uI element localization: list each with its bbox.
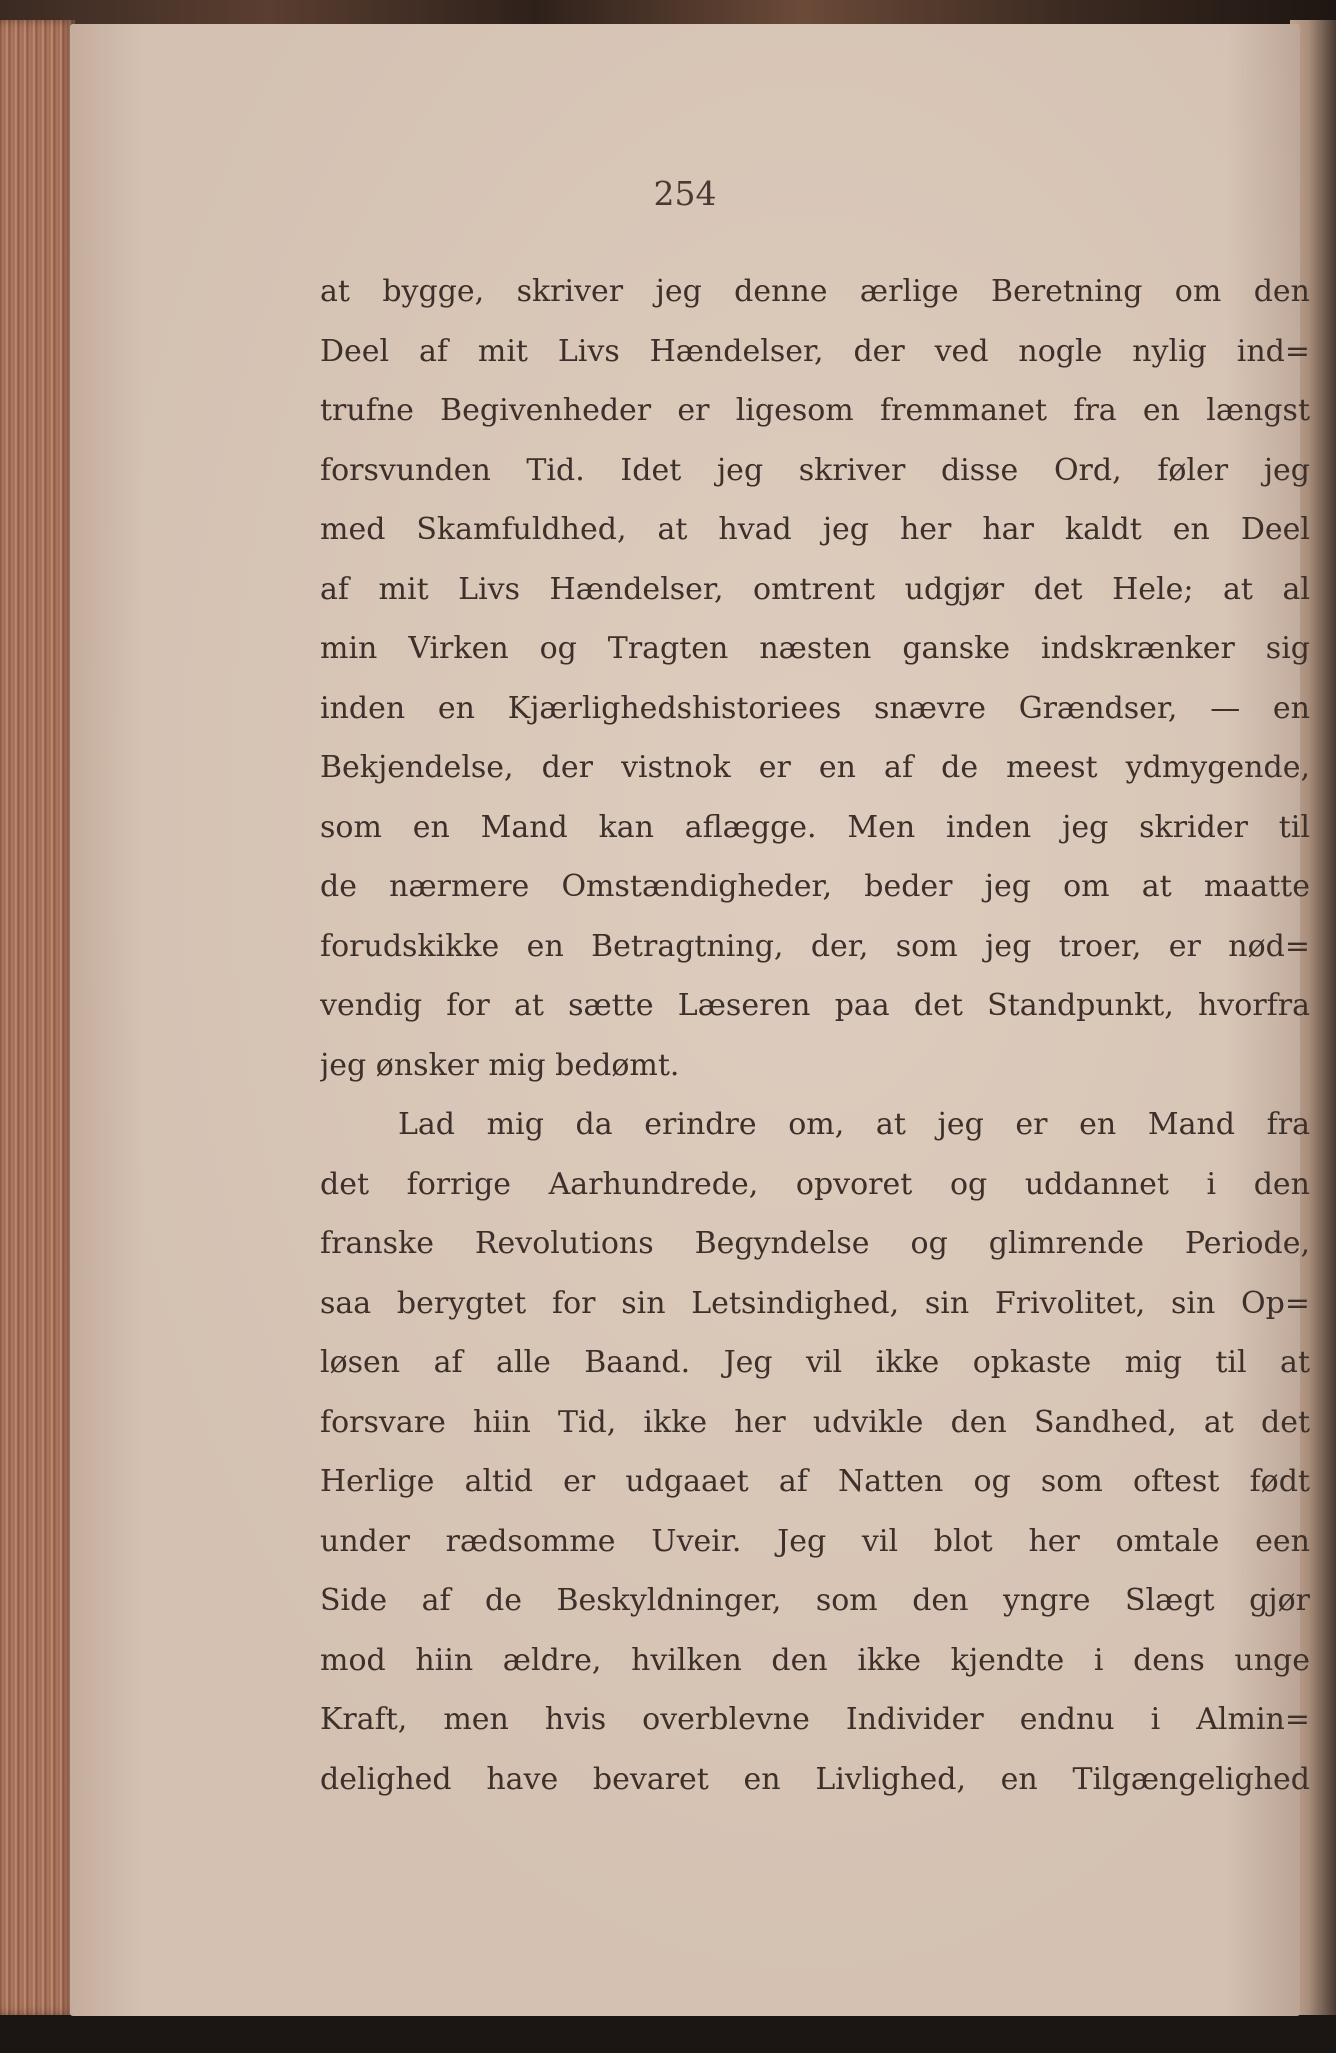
book-page	[70, 24, 1310, 2016]
text-line: Bekjendelse, der vistnok er en af de meest ydmygende,	[320, 750, 1310, 785]
text-line: mod hiin ældre, hvilken den ikke kjendte i dens unge	[320, 1642, 1310, 1678]
text-line: saa berygtet for sin Letsindighed, sin Frivolitet, sin Op=	[320, 1285, 1310, 1321]
body-text	[320, 262, 1310, 1809]
text-line: inden en Kjærlighedshistoriees snævre Grændser, — en	[320, 690, 1310, 726]
page-stack-left-edge	[0, 20, 75, 2015]
book-bottom-edge	[0, 2015, 1336, 2053]
text-line: under rædsomme Uveir. Jeg vil blot her omtale een	[320, 1523, 1310, 1559]
text-line: Deel af mit Livs Hændelser, der ved nogle nylig ind=	[320, 333, 1310, 369]
text-line: det forrige Aarhundrede, opvoret og uddannet i den	[320, 1166, 1310, 1202]
text-line: Kraft, men hvis overblevne Individer endnu i Almin=	[320, 1702, 1310, 1737]
text-line: Herlige altid er udgaaet af Natten og som oftest født	[320, 1464, 1310, 1499]
page-number: 254	[653, 174, 717, 213]
text-line: franske Revolutions Begyndelse og glimrende Periode,	[320, 1226, 1310, 1261]
text-line: at bygge, skriver jeg denne ærlige Beretning om den	[320, 274, 1310, 309]
text-line: forudskikke en Betragtning, der, som jeg troer, er nød=	[320, 928, 1310, 964]
text-line: forsvunden Tid. Idet jeg skriver disse Ord, føler jeg	[320, 452, 1310, 488]
text-line: løsen af alle Baand. Jeg vil ikke opkaste mig til at	[320, 1345, 1310, 1380]
text-line: Side af de Beskyldninger, som den yngre Slægt gjør	[320, 1583, 1310, 1618]
text-line: trufne Begivenheder er ligesom fremmanet fra en længst	[320, 393, 1310, 428]
text-line: vendig for at sætte Læseren paa det Standpunkt, hvorfra	[320, 988, 1310, 1023]
text-line: de nærmere Omstændigheder, beder jeg om at maatte	[320, 869, 1310, 904]
text-line: min Virken og Tragten næsten ganske indskrænker sig	[320, 631, 1310, 666]
text-line: af mit Livs Hændelser, omtrent udgjør det Hele; at al	[320, 571, 1310, 607]
text-line: forsvare hiin Tid, ikke her udvikle den Sandhed, at det	[320, 1404, 1310, 1440]
text-line-paragraph-start: Lad mig da erindre om, at jeg er en Mand fra	[398, 1107, 1310, 1142]
text-line: som en Mand kan aflægge. Men inden jeg skrider til	[320, 809, 1310, 845]
text-line-paragraph-end: jeg ønsker mig bedømt.	[320, 1047, 680, 1083]
text-line: delighed have bevaret en Livlighed, en Tilgængelighed	[320, 1761, 1310, 1797]
text-line: med Skamfuldhed, at hvad jeg her har kaldt en Deel	[320, 512, 1310, 547]
